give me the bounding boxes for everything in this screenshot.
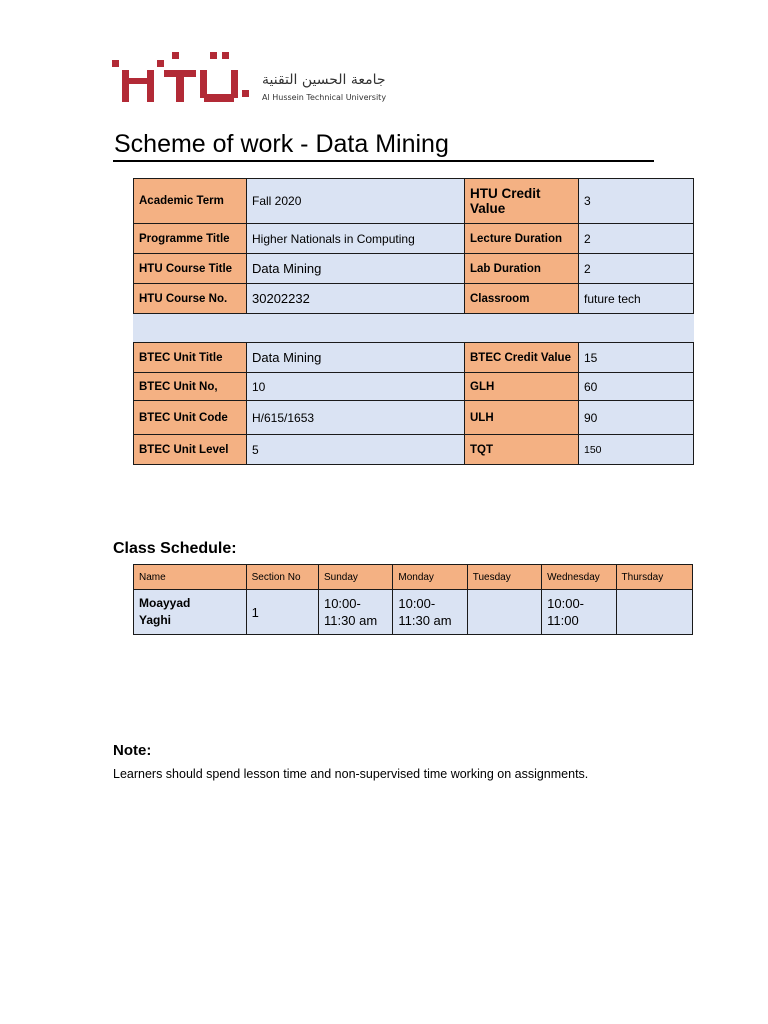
- htu-logo-mark: [112, 48, 262, 106]
- table-row: [134, 343, 694, 373]
- column-header: Monday: [393, 565, 467, 590]
- time-start: 10:00-: [398, 596, 436, 611]
- label-cell: BTEC Credit Value: [465, 343, 579, 373]
- thursday-cell: [616, 590, 692, 635]
- class-schedule-table: [133, 564, 693, 635]
- time-end: 11:30 am: [398, 613, 452, 628]
- value-cell: 30202232: [247, 284, 465, 314]
- column-header: Name: [134, 565, 247, 590]
- column-header: Wednesday: [542, 565, 616, 590]
- time-end: 11:30 am: [323, 613, 378, 628]
- note-title: Note:: [113, 742, 152, 759]
- value-cell: 2: [579, 254, 694, 284]
- section-spacer: [133, 314, 694, 342]
- value-cell: 5: [247, 435, 465, 465]
- time-start: 10:00-: [323, 596, 361, 611]
- label-cell: HTU Course No.: [134, 284, 247, 314]
- value-cell: 15: [579, 343, 694, 373]
- label-cell: GLH: [465, 373, 579, 401]
- value-cell: Higher Nationals in Computing: [247, 224, 465, 254]
- time-start: 10:00-: [547, 596, 585, 611]
- table-row: [134, 435, 694, 465]
- column-header: Tuesday: [467, 565, 541, 590]
- column-header: Thursday: [616, 565, 692, 590]
- instructor-last-name: Yaghi: [139, 613, 172, 627]
- time-end: 11:00: [547, 613, 579, 628]
- tuesday-cell: [467, 590, 541, 635]
- label-cell: Lecture Duration: [465, 224, 579, 254]
- value-cell: 60: [579, 373, 694, 401]
- label-cell: Programme Title: [134, 224, 247, 254]
- logo-english-name: Al Hussein Technical University: [262, 93, 387, 102]
- label-cell: Classroom: [465, 284, 579, 314]
- table-row: [134, 284, 694, 314]
- note-text: Learners should spend lesson time and non-supervised time working on assignments.: [113, 767, 589, 781]
- label-cell: Lab Duration: [465, 254, 579, 284]
- value-cell: 150: [579, 435, 694, 465]
- section-cell: 1: [246, 590, 318, 635]
- monday-cell: [393, 590, 467, 635]
- table-row: [134, 224, 694, 254]
- instructor-name-cell: [134, 590, 247, 635]
- label-cell: HTU Credit Value: [465, 179, 579, 224]
- column-header: Section No: [246, 565, 318, 590]
- table-row: [134, 373, 694, 401]
- schedule-header-row: [134, 565, 693, 590]
- table-row: [134, 590, 693, 635]
- page-title: Scheme of work - Data Mining: [114, 130, 449, 158]
- value-cell: Data Mining: [247, 343, 465, 373]
- value-cell: 2: [579, 224, 694, 254]
- value-cell: 3: [579, 179, 694, 224]
- label-cell: BTEC Unit Title: [134, 343, 247, 373]
- sunday-cell: [318, 590, 392, 635]
- btec-info-table: [133, 342, 694, 465]
- logo-arabic-name: جامعة الحسين التقنية: [262, 72, 386, 88]
- class-schedule-title: Class Schedule:: [113, 540, 237, 557]
- label-cell: ULH: [465, 401, 579, 435]
- label-cell: Academic Term: [134, 179, 247, 224]
- value-cell: 10: [247, 373, 465, 401]
- column-header: Sunday: [318, 565, 392, 590]
- value-cell: Fall 2020: [247, 179, 465, 224]
- course-info-table: [133, 178, 694, 314]
- value-cell: H/615/1653: [247, 401, 465, 435]
- title-underline: [113, 160, 654, 162]
- table-row: [134, 254, 694, 284]
- label-cell: BTEC Unit Code: [134, 401, 247, 435]
- label-cell: HTU Course Title: [134, 254, 247, 284]
- table-row: [134, 179, 694, 224]
- label-cell: TQT: [465, 435, 579, 465]
- value-cell: Data Mining: [247, 254, 465, 284]
- instructor-first-name: Moayyad: [139, 596, 191, 610]
- wednesday-cell: [542, 590, 616, 635]
- label-cell: BTEC Unit No,: [134, 373, 247, 401]
- value-cell: 90: [579, 401, 694, 435]
- table-row: [134, 401, 694, 435]
- label-cell: BTEC Unit Level: [134, 435, 247, 465]
- value-cell: future tech: [579, 284, 694, 314]
